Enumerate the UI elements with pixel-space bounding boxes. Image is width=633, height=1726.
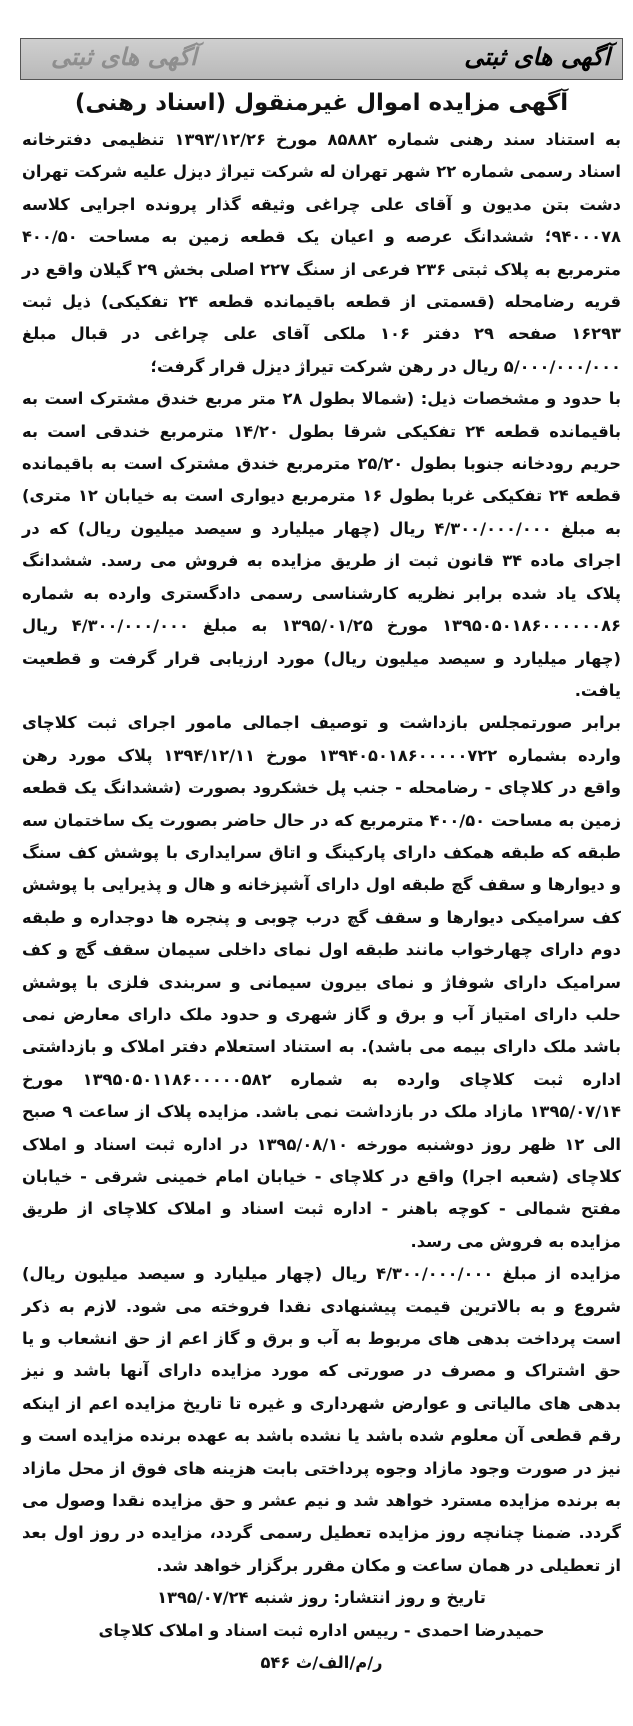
paragraph-description: برابر صورتمجلس بازداشت و توصیف اجمالی مامور اجرای ثبت کلاچای وارده بشماره ۱۳۹۴۰۵۰۱۸۶۰۰۰۰۰۷۲۲ مورخ ۱۳۹۴/۱۲/۱۱ پلاک مورد رهن واقع در کلاچای - رضامحله - جنب پل خشکرود بصورت (ششدانگ یک قطعه زمین به مساحت ۴۰۰/۵۰ مترمربع که در حال حاضر بصورت یک ساختمان سه طبقه که طبقه همکف دارای پارکینگ و اتاق سرایداری با پوشش کف سنگ و دیوارها و سقف گچ طبقه اول دارای آشپزخانه و هال و پذیرایی با پوشش کف سرامیکی دیوارها و سقف گچ درب چوبی و پنجره ها دوجداره و طبقه دوم دارای چهارخواب مانند طبقه اول نمای داخلی سیمان سقف گچ و کف سرامیک دارای شوفاژ و نمای بیرون سیمانی و سربندی فلزی با پوشش حلب دارای امتیاز آب و برق و گاز شهری و حدود ملک دارای معارض نمی باشد ملک دارای بیمه می باشد). به استناد استعلام دفتر املاک و بازداشتی اداره ثبت کلاچای وارده به شماره ۱۳۹۵۰۵۰۱۱۸۶۰۰۰۰۰۵۸۲ مورخ ۱۳۹۵/۰۷/۱۴ مازاد ملک در بازداشت نمی باشد. مزایده پلاک از ساعت ۹ صبح الی ۱۲ ظهر روز دوشنبه مورخه ۱۳۹۵/۰۸/۱۰ در اداره ثبت اسناد و املاک کلاچای (شعبه اجرا) واقع در کلاچای - خیابان امام خمینی شرقی - خیابان مفتح شمالی - کوچه باهنر - اداره ثبت اسناد و املاک کلاچای از طریق مزایده به فروش می رسد.: [22, 713, 622, 1251]
header-shadow-title: آگهی های ثبتی: [51, 43, 197, 71]
paragraph-boundaries: با حدود و مشخصات ذیل: (شمالا بطول ۲۸ متر مربع خندق مشترک است به باقیمانده قطعه ۲۴ تفکیکی شرقا بطول ۱۴/۲۰ مترمربع خندقی است به حریم رودخانه جنوبا بطول ۲۵/۲۰ مترمربع خندق مشترک است به باقیمانده قطعه ۲۴ تفکیکی غربا بطول ۱۶ مترمربع دیواری است به خیابان ۱۲ متری) به مبلغ ۴/۳۰۰/۰۰۰/۰۰۰ ریال (چهار میلیارد و سیصد میلیون ریال) که در اجرای ماده ۳۴ قانون ثبت از طریق مزایده به فروش می رسد. ششدانگ پلاک یاد شده برابر نظریه کارشناسی رسمی دادگستری وارده به شماره ۱۳۹۵۰۵۰۱۸۶۰۰۰۰۰۰۸۶ مورخ ۱۳۹۵/۰۱/۲۵ به مبلغ ۴/۳۰۰/۰۰۰/۰۰۰ ریال (چهار میلیارد و سیصد میلیون ریال) مورد ارزیابی قرار گرفت و قطعیت یافت.: [22, 389, 622, 700]
paragraph-conditions: مزایده از مبلغ ۴/۳۰۰/۰۰۰/۰۰۰ ریال (چهار میلیارد و سیصد میلیون ریال) شروع و به بالاترین قیمت پیشنهادی نقدا فروخته می شود. لازم به ذکر است پرداخت بدهی های مربوط به آب و برق و گاز اعم از حق انشعاب و یا حق اشتراک و مصرف در صورتی که مورد مزایده دارای آنها باشد و نیز بدهی های مالیاتی و عوارض شهرداری و غیره تا تاریخ مزایده اعم از اینکه رقم قطعی آن معلوم شده باشد یا نشده باشد به عهده برنده مزایده است و نیز در صورت وجود مازاد وجوه پرداختی بابت هزینه های فوق از محل مازاد به برنده مزایده مسترد خواهد شد و نیم عشر و حق مزایده نقدا وصول می گردد. ضمنا چنانچه روز مزایده تعطیل رسمی گردد، مزایده در روز اول بعد از تعطیلی در همان ساعت و مکان مقرر برگزار خواهد شد.: [22, 1264, 621, 1575]
paragraph-mortgage: به استناد سند رهنی شماره ۸۵۸۸۲ مورخ ۱۳۹۳/۱۲/۲۶ تنظیمی دفترخانه اسناد رسمی شماره ۲۲ شهر تهران له شرکت تیراژ دیزل علیه شرکت تهران دشت بتن مدیون و آقای علی چراغی وثیقه گذار پرونده اجرایی کلاسه ۹۴۰۰۰۷۸؛ ششدانگ عرصه و اعیان یک قطعه زمین به مساحت ۴۰۰/۵۰ مترمربع به پلاک ثبتی ۲۳۶ فرعی از سنگ ۲۲۷ اصلی بخش ۲۹ گیلان واقع در قریه رضامحله (قسمتی از قطعه باقیمانده قطعه ۲۴ تفکیکی) ذیل ثبت ۱۶۲۹۳ صفحه ۲۹ دفتر ۱۰۶ ملکی آقای علی چراغی در قبال مبلغ ۵/۰۰۰/۰۰۰/۰۰۰ ریال در رهن شرکت تیراژ دیزل قرار گرفت؛: [22, 130, 622, 376]
header-title: آگهی های ثبتی: [464, 43, 610, 71]
publish-date: تاریخ و روز انتشار: روز شنبه ۱۳۹۵/۰۷/۲۴: [157, 1588, 486, 1608]
reference-code: ر/م/الف/ث ۵۴۶: [260, 1653, 383, 1673]
notice-title: آگهی مزایده اموال غیرمنقول (اسناد رهنی): [74, 90, 569, 116]
header-bar: [20, 38, 623, 80]
signature: حمیدرضا احمدی - رییس اداره ثبت اسناد و املاک کلاچای: [98, 1620, 545, 1640]
